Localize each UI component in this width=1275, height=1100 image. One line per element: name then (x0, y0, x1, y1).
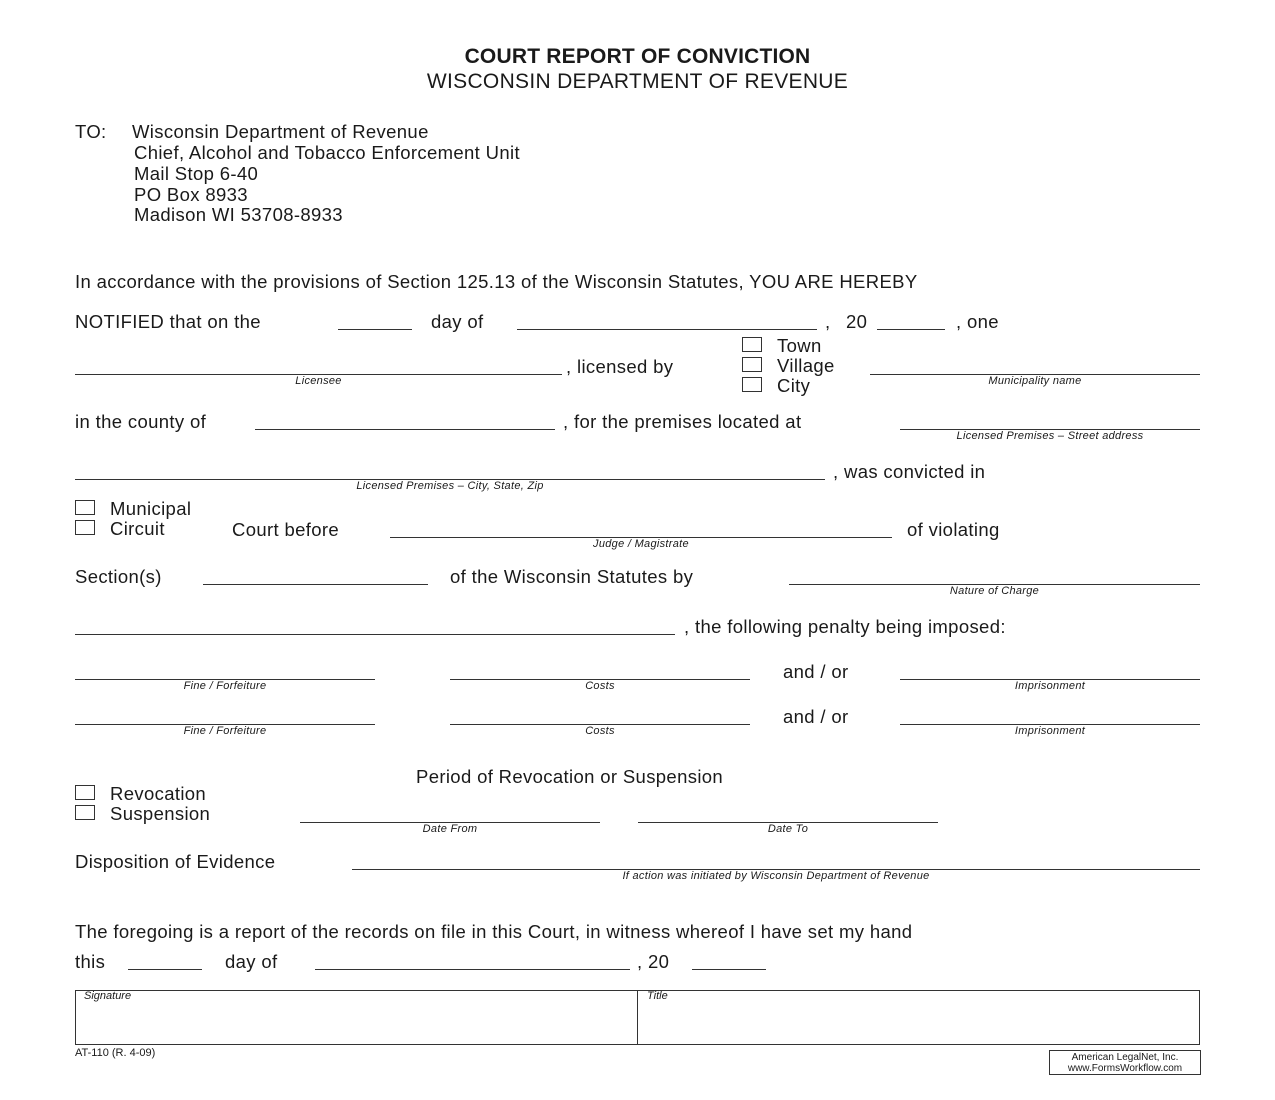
to-label: TO: (75, 121, 107, 142)
sign-year-input-line[interactable] (692, 969, 766, 970)
date-from-caption: Date From (422, 823, 478, 835)
disposition-caption: If action was initiated by Wisconsin Department of Revenue (622, 870, 930, 882)
this-text: this (75, 951, 106, 972)
county-input-line[interactable] (255, 429, 555, 430)
sections-text: Section(s) (75, 566, 162, 587)
city-label: City (777, 375, 811, 396)
title-field[interactable] (638, 1004, 1199, 1044)
sign-year-prefix: , 20 (637, 951, 670, 972)
day-of-text: day of (431, 311, 484, 332)
suspension-label: Suspension (110, 803, 211, 824)
nature-caption: Nature of Charge (949, 585, 1040, 597)
foregoing-text: The foregoing is a report of the records on file in this Court, in witness whereof I have set my hand (75, 921, 913, 942)
fine-caption-1: Fine / Forfeiture (183, 680, 267, 692)
day-input-line[interactable] (338, 329, 412, 330)
form-subtitle: WISCONSIN DEPARTMENT OF REVENUE (426, 70, 849, 93)
brand-line-1: American LegalNet, Inc. (1071, 1052, 1179, 1063)
address-line-5: Madison WI 53708-8933 (134, 204, 343, 225)
sections-input-line[interactable] (203, 584, 428, 585)
signature-label: Signature (84, 990, 132, 1002)
costs-caption-1: Costs (585, 680, 615, 692)
town-label: Town (777, 335, 822, 356)
disposition-text: Disposition of Evidence (75, 851, 276, 872)
licensee-caption: Licensee (295, 375, 342, 387)
sign-day-of-text: day of (225, 951, 278, 972)
statutes-by-text: of the Wisconsin Statutes by (450, 566, 694, 587)
circuit-label: Circuit (110, 518, 165, 539)
revocation-label: Revocation (110, 783, 207, 804)
licensed-by-text: , licensed by (566, 356, 674, 377)
street-caption: Licensed Premises – Street address (956, 430, 1144, 442)
month-input-line[interactable] (517, 329, 817, 330)
form-id: AT-110 (R. 4-09) (75, 1047, 156, 1059)
county-text: in the county of (75, 411, 207, 432)
convicted-text: , was convicted in (833, 461, 986, 482)
municipality-caption: Municipality name (988, 375, 1082, 387)
sign-month-input-line[interactable] (315, 969, 630, 970)
and-or-text-2: and / or (783, 706, 849, 727)
town-checkbox[interactable] (742, 337, 762, 352)
period-heading: Period of Revocation or Suspension (416, 766, 724, 787)
judge-caption: Judge / Magistrate (593, 538, 689, 550)
violating-text: of violating (907, 519, 1000, 540)
notified-text: NOTIFIED that on the (75, 311, 261, 332)
year-prefix: 20 (846, 311, 868, 332)
address-line-2: Chief, Alcohol and Tobacco Enforcement Unit (134, 142, 520, 163)
municipal-checkbox[interactable] (75, 500, 95, 515)
revocation-checkbox[interactable] (75, 785, 95, 800)
and-or-text-1: and / or (783, 661, 849, 682)
suspension-checkbox[interactable] (75, 805, 95, 820)
address-line-4: PO Box 8933 (134, 184, 248, 205)
circuit-checkbox[interactable] (75, 520, 95, 535)
brand-box (1049, 1050, 1201, 1075)
village-label: Village (777, 355, 835, 376)
village-checkbox[interactable] (742, 357, 762, 372)
municipal-label: Municipal (110, 498, 192, 519)
premises-text: , for the premises located at (563, 411, 802, 432)
charge-continued-line[interactable] (75, 634, 675, 635)
city-checkbox[interactable] (742, 377, 762, 392)
address-line-1: Wisconsin Department of Revenue (132, 121, 429, 142)
date-to-caption: Date To (767, 823, 809, 835)
form-title: COURT REPORT OF CONVICTION (464, 45, 811, 68)
penalty-text: , the following penalty being imposed: (684, 616, 1006, 637)
address-line-3: Mail Stop 6-40 (134, 163, 259, 184)
costs-caption-2: Costs (585, 725, 615, 737)
one-text: , one (956, 311, 999, 332)
title-label: Title (647, 990, 668, 1002)
year-input-line[interactable] (877, 329, 945, 330)
imprisonment-caption-1: Imprisonment (1014, 680, 1086, 692)
imprisonment-caption-2: Imprisonment (1014, 725, 1086, 737)
comma-text: , (825, 311, 831, 332)
brand-line-2: www.FormsWorkflow.com (1067, 1063, 1183, 1074)
fine-caption-2: Fine / Forfeiture (183, 725, 267, 737)
signature-field[interactable] (76, 1004, 636, 1044)
city-state-zip-caption: Licensed Premises – City, State, Zip (356, 480, 544, 492)
court-before-text: Court before (232, 519, 340, 540)
intro-text: In accordance with the provisions of Section 125.13 of the Wisconsin Statutes, YOU ARE HEREBY (75, 271, 918, 292)
sign-day-input-line[interactable] (128, 969, 202, 970)
